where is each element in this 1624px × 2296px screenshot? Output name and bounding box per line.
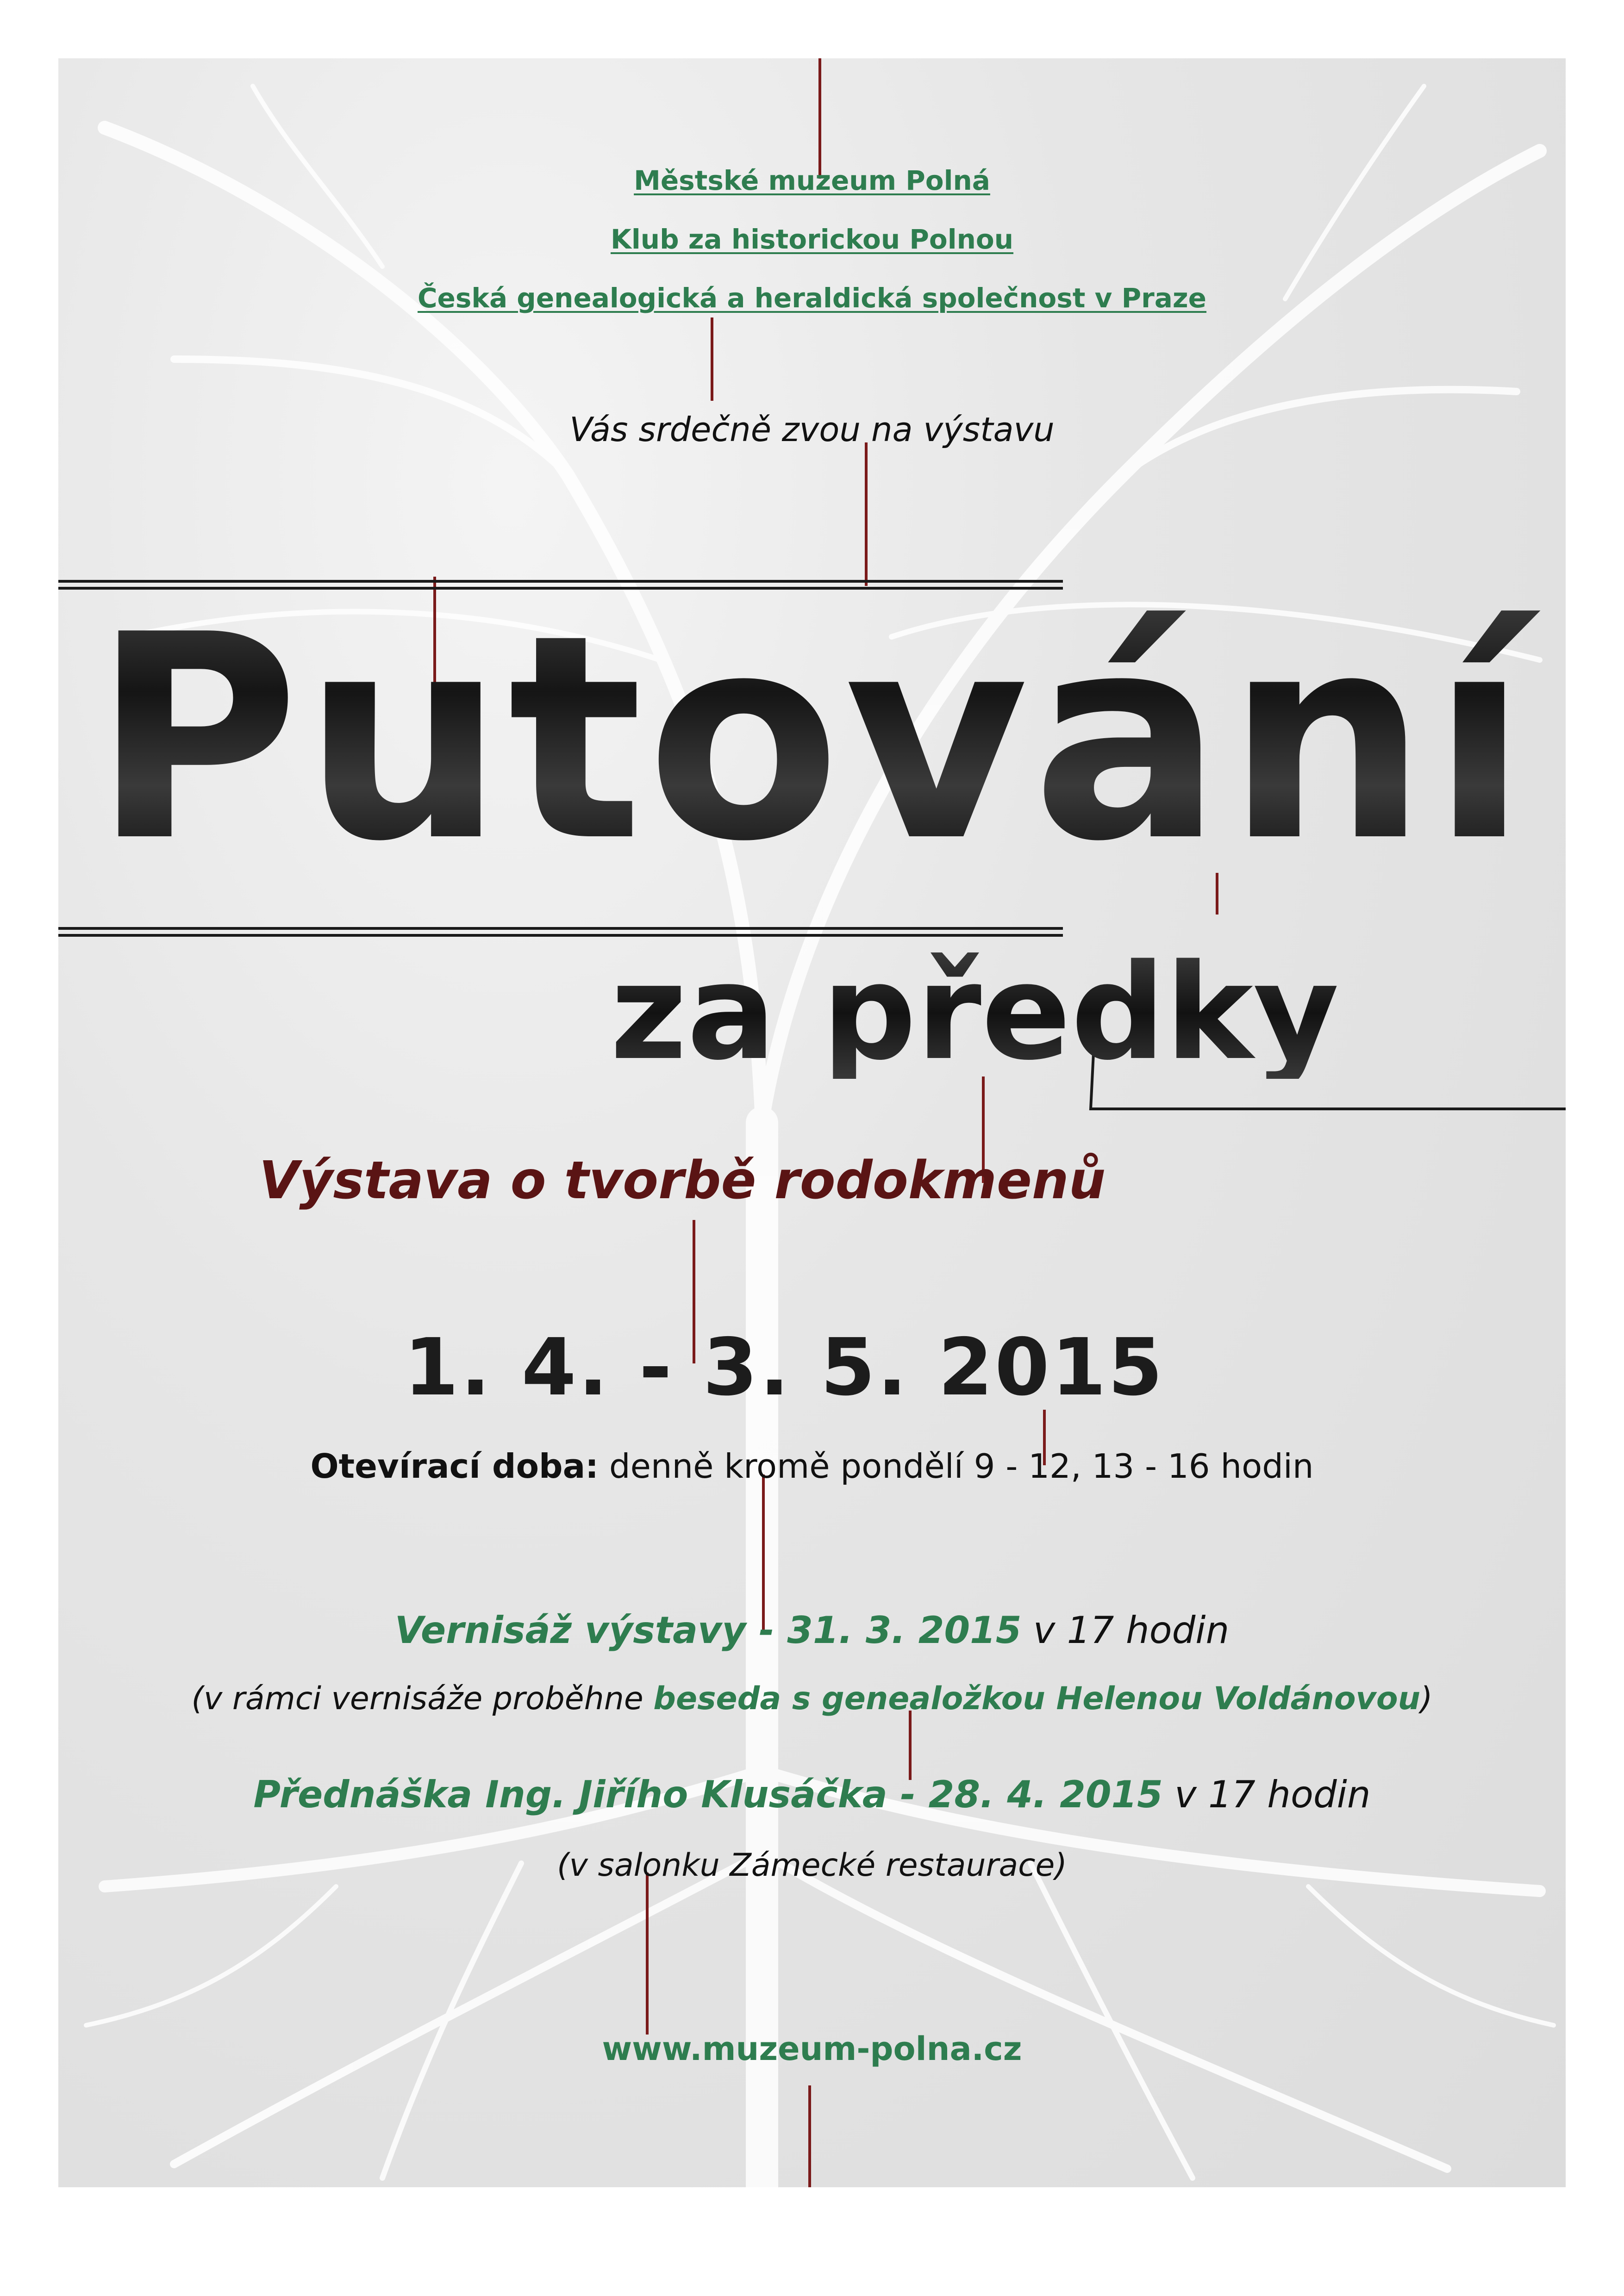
poster-title: Putování <box>58 597 1566 880</box>
vernissage-line <box>58 1609 1566 1652</box>
exhibition-subtitle: Výstava o tvorbě rodokmenů <box>259 1151 1106 1211</box>
exhibition-dates: 1. 4. - 3. 5. 2015 <box>404 1322 1165 1413</box>
poster-title-sub: za předky <box>610 947 1490 1079</box>
lecture-note: (v salonku Zámecké restaurace) <box>557 1847 1067 1884</box>
website-link[interactable]: www.muzeum-polna.cz <box>602 2030 1022 2068</box>
opening-hours-value: denně kromě pondělí 9 - 12, 13 - 16 hodin <box>609 1447 1314 1486</box>
vernissage-note-suffix: ) <box>1420 1680 1433 1717</box>
invitation-text: Vás srdečně zvou na výstavu <box>569 410 1055 449</box>
vernissage-title: Vernisáž výstavy - 31. 3. 2015 <box>394 1609 1022 1652</box>
opening-hours-label: Otevírací doba: <box>310 1447 599 1486</box>
lecture-line <box>58 1773 1566 1816</box>
vernissage-time: v 17 hodin <box>1033 1609 1230 1652</box>
lecture-title: Přednáška Ing. Jiřího Klusáčka - 28. 4. 2015 <box>253 1773 1163 1816</box>
organizer-history-club[interactable]: Klub za historickou Polnou <box>610 224 1014 255</box>
organizer-genealogy-society[interactable]: Česká genealogická a heraldická společnost v Praze <box>417 282 1207 314</box>
vernissage-note-prefix: (v rámci vernisáže proběhne <box>191 1680 654 1717</box>
opening-hours <box>58 1447 1566 1486</box>
vernissage-note <box>58 1680 1566 1717</box>
vernissage-note-highlight: beseda s genealožkou Helenou Voldánovou <box>653 1680 1420 1717</box>
lecture-time: v 17 hodin <box>1174 1773 1371 1816</box>
poster <box>58 58 1566 2187</box>
organizer-museum[interactable]: Městské muzeum Polná <box>634 165 990 196</box>
